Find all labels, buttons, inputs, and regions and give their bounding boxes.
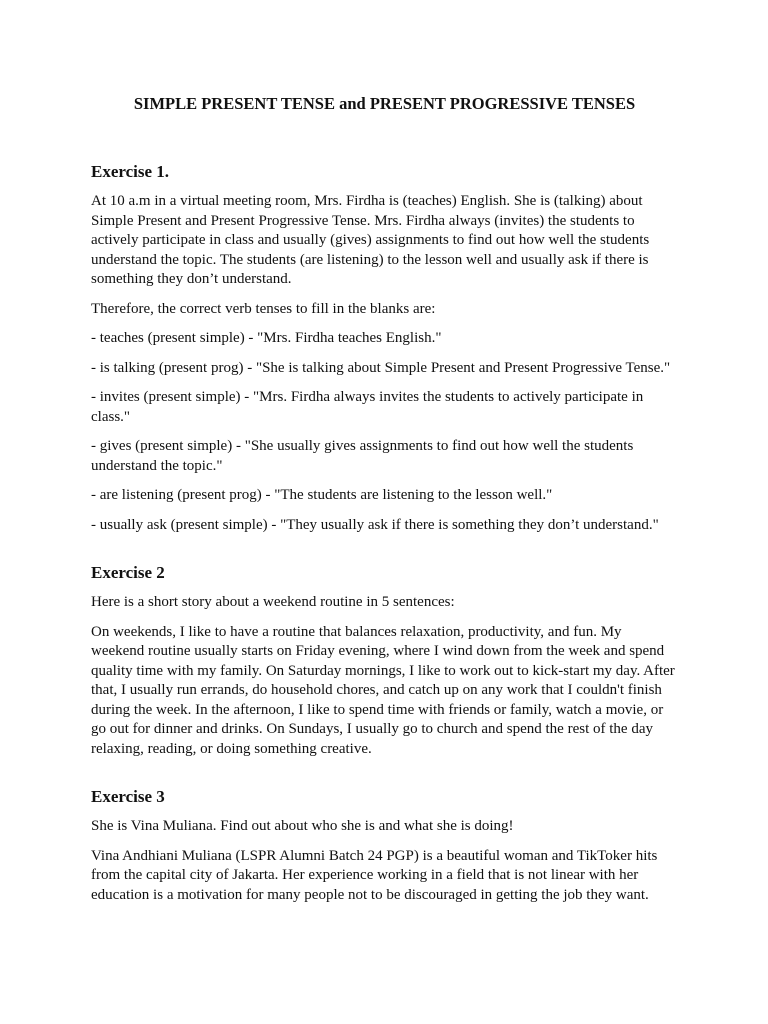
- exercise-2-story: On weekends, I like to have a routine that balances relaxation, productivity, and fun. My weekend routine usually starts on Friday evening, where I wind down from the week and spend quality time with my family. On Saturday mornings, I like to work out to kick-start my day. After that, I usually run errands, do household chores, and catch up on any work that I couldn't finish during the week. In the afternoon, I like to spend time with friends or family, watch a movie, or go out for dinner and drinks. On Sundays, I usually go to church and spend the rest of the day relaxing, reading, or doing something creative.: [91, 623, 675, 757]
- exercise-3-bio: Vina Andhiani Muliana (LSPR Alumni Batch 24 PGP) is a beautiful woman and TikToker hits from the capital city of Jakarta. Her experience working in a field that is not linear with her education is a motivation for many people not to be discouraged in getting the job they want.: [91, 847, 658, 903]
- exercise-1-heading: Exercise 1.: [91, 162, 170, 181]
- exercise-3-heading: Exercise 3: [91, 787, 165, 806]
- exercise-1-answer-invites: - invites (present simple) - "Mrs. Firdha always invites the students to actively participate in class.": [91, 389, 644, 425]
- exercise-1-answer-usually-ask: - usually ask (present simple) - "They usually ask if there is something they don’t understand.": [91, 516, 659, 533]
- exercise-2-heading: Exercise 2: [91, 563, 165, 582]
- exercise-1-answer-gives: - gives (present simple) - "She usually gives assignments to find out how well the students understand the topic.": [91, 438, 634, 474]
- exercise-2-section: [91, 563, 678, 759]
- exercise-3-section: [91, 787, 678, 905]
- exercise-3-intro: She is Vina Muliana. Find out about who she is and what she is doing!: [91, 818, 514, 834]
- exercise-1-intro-answers: Therefore, the correct verb tenses to fill in the blanks are:: [91, 300, 436, 317]
- exercise-1-answer-are-listening: - are listening (present prog) - "The students are listening to the lesson well.": [91, 487, 553, 503]
- exercise-1-answer-teaches: - teaches (present simple) - "Mrs. Firdha teaches English.": [91, 330, 442, 346]
- exercise-2-intro: Here is a short story about a weekend routine in 5 sentences:: [91, 594, 455, 610]
- exercise-1-story: At 10 a.m in a virtual meeting room, Mrs. Firdha is (teaches) English. She is (talking) about Simple Present and Present Progressive Tense. Mrs. Firdha always (invites) the students to actively participate in class and usually (gives) assignments to find out how well the students understand the topic. The students (are listening) to the lesson well and usually ask if there is something they don’t understand.: [91, 193, 650, 287]
- document-title: SIMPLE PRESENT TENSE and PRESENT PROGRESSIVE TENSES: [133, 94, 636, 113]
- exercise-1-section: [91, 162, 678, 535]
- exercise-1-answer-is-talking: - is talking (present prog) - "She is talking about Simple Present and Present Progressive Tense.": [91, 359, 671, 376]
